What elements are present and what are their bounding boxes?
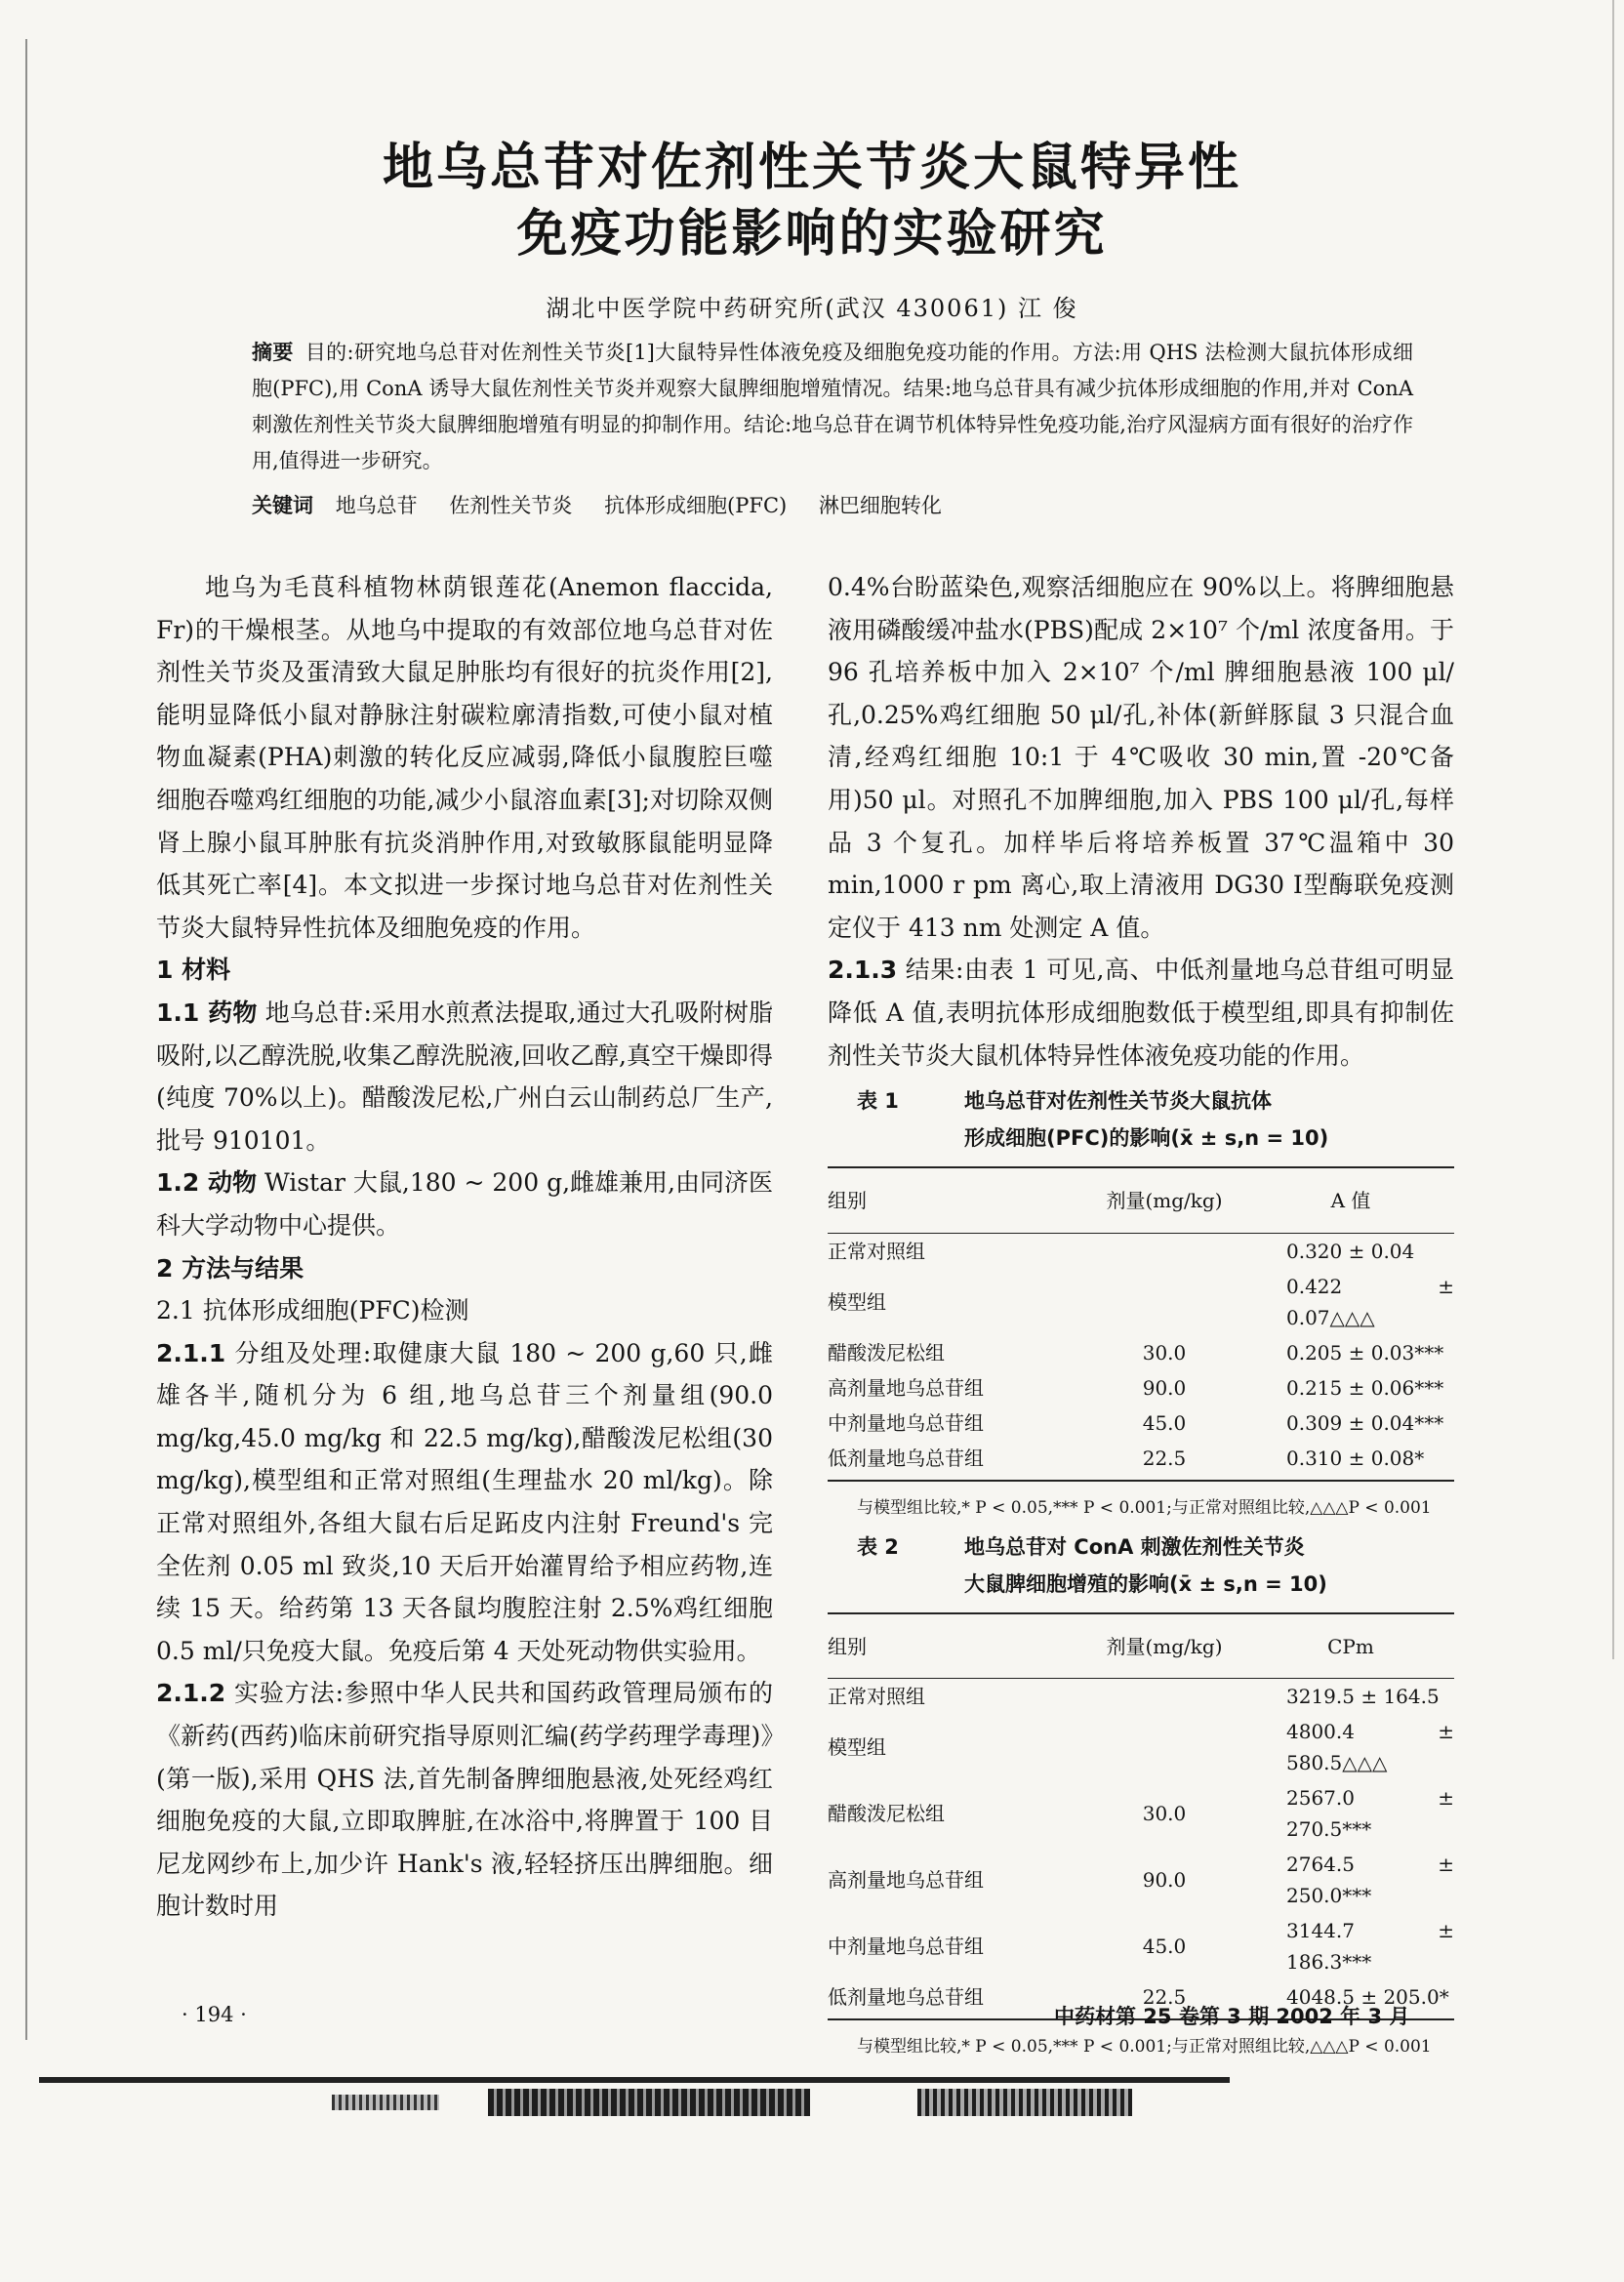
keyword: 佐剂性关节炎: [449, 494, 573, 517]
section-heading-materials: 1 材料: [156, 956, 231, 985]
table1-number: 表 1: [857, 1089, 899, 1114]
table-cell: 中剂量地乌总苷组: [828, 1410, 984, 1435]
table-cell: 0.320 ± 0.04: [1286, 1239, 1415, 1263]
table2: [828, 1612, 1454, 2021]
table-cell: 0.205 ± 0.03***: [1286, 1340, 1444, 1365]
table-cell: 30.0: [1142, 1802, 1187, 1826]
table-cell: 高剂量地乌总苷组: [828, 1868, 984, 1893]
abstract: [252, 335, 1413, 479]
section-2-1-1: [156, 1332, 773, 1673]
table-cell: 3144.7 ± 186.3***: [1286, 1919, 1454, 1975]
table-row: [828, 1370, 1454, 1406]
section-2-1-3-text: 结果:由表 1 可见,高、中低剂量地乌总苷组可明显降低 A 值,表明抗体形成细胞数低于模型组,即具有抑制佐剂性关节炎大鼠机体特异性体液免疫功能的作用。: [828, 956, 1454, 1070]
keyword: 抗体形成细胞(PFC): [604, 494, 788, 517]
table-cell: 0.215 ± 0.06***: [1286, 1375, 1444, 1400]
section-2-1-3-label: 2.1.3: [828, 956, 898, 985]
table-cell: 30.0: [1142, 1340, 1187, 1365]
table-cell: 0.310 ± 0.08*: [1247, 1441, 1454, 1481]
table-header: 组别: [828, 1613, 1081, 1679]
table2-caption-line2: 大鼠脾细胞增殖的影响(x̄ ± s,n = 10): [964, 1571, 1327, 1596]
table-header: 剂量(mg/kg): [1081, 1167, 1247, 1233]
table-cell: 22.5: [1081, 1979, 1247, 2019]
table-row: [828, 1847, 1454, 1913]
table-header: CPm: [1247, 1613, 1454, 1679]
table-cell: 4048.5 ± 205.0*: [1247, 1979, 1454, 2019]
table-cell: 正常对照组: [828, 1239, 925, 1263]
table-cell: 醋酸泼尼松组: [828, 1802, 945, 1826]
section-1-1-text: 地乌总苷:采用水煎煮法提取,通过大孔吸附树脂吸附,以乙醇洗脱,收集乙醇洗脱液,回收乙醇,真空干燥即得(纯度 70%以上)。醋酸泼尼松,广州白云山制药总厂生产,批号 910101。: [156, 998, 773, 1155]
table-cell: 模型组: [828, 1735, 886, 1760]
table-header: 组别: [828, 1167, 1081, 1233]
table-header: 剂量(mg/kg): [1081, 1613, 1247, 1679]
table-row: [828, 1269, 1454, 1335]
table-row: [828, 1679, 1454, 1715]
scan-artifact-noise: [332, 2095, 439, 2110]
section-1-1-label: 1.1 药物: [156, 998, 258, 1027]
table-cell: 0.309 ± 0.04***: [1286, 1410, 1444, 1435]
table2-note: 与模型组比较,* P < 0.05,*** P < 0.001;与正常对照组比较,△△△P < 0.001: [857, 2037, 1432, 2058]
section-2-1-2-text: 实验方法:参照中华人民共和国药政管理局颁布的《新药(西药)临床前研究指导原则汇编(药学药理学毒理)》(第一版),采用 QHS 法,首先制备脾细胞悬液,处死经鸡红细胞免疫的大鼠,立即取脾脏,在冰浴中,将脾置于 100 目尼龙网纱布上,加少许 Hank's 液,轻轻挤压出脾细胞。细胞计数时用: [156, 1679, 773, 1921]
table-row: [828, 1233, 1454, 1269]
table-cell: 2567.0 ± 270.5***: [1286, 1786, 1454, 1842]
table1-caption: [828, 1082, 1454, 1157]
table-cell: 高剂量地乌总苷组: [828, 1375, 984, 1400]
table1-caption-line2: 形成细胞(PFC)的影响(x̄ ± s,n = 10): [964, 1126, 1329, 1151]
table-row: [828, 1714, 1454, 1780]
table-cell: [1081, 1679, 1247, 1715]
table-cell: 醋酸泼尼松组: [828, 1340, 945, 1365]
table-cell: [1081, 1269, 1247, 1335]
table-cell: 90.0: [1142, 1375, 1187, 1400]
table-cell: 0.422 ± 0.07△△△: [1286, 1274, 1454, 1329]
section-1-2-text: Wistar 大鼠,180 ~ 200 g,雌雄兼用,由同济医科大学动物中心提供。: [156, 1168, 773, 1240]
table-cell: 4800.4 ± 580.5△△△: [1286, 1720, 1454, 1775]
abstract-label: 摘要: [252, 341, 294, 364]
section-2-1-3: [828, 949, 1454, 1077]
table-cell: 正常对照组: [828, 1685, 925, 1709]
scan-artifact-noise: [917, 2089, 1132, 2116]
table-cell: 2764.5 ± 250.0***: [1286, 1853, 1454, 1908]
keyword: 淋巴细胞转化: [818, 494, 942, 517]
paper-title-line2: 免疫功能影响的实验研究: [516, 205, 1108, 264]
right-column: [828, 566, 1454, 2065]
table-cell: 3219.5 ± 164.5: [1286, 1685, 1440, 1709]
table2-number: 表 2: [857, 1534, 899, 1559]
table1: [828, 1166, 1454, 1482]
keywords: [252, 490, 1413, 519]
abstract-text: 目的:研究地乌总苷对佐剂性关节炎[1]大鼠特异性体液免疫及细胞免疫功能的作用。方法:用 QHS 法检测大鼠抗体形成细胞(PFC),用 ConA 诱导大鼠佐剂性关节炎并观察大鼠脾细胞增殖情况。结果:地乌总苷具有减少抗体形成细胞的作用,并对 ConA 刺激佐剂性关节炎大鼠脾细胞增殖有明显的抑制作用。结论:地乌总苷在调节机体特异性免疫功能,治疗风湿病方面有很好的治疗作用,值得进一步研究。: [252, 341, 1413, 472]
section-2-1: 2.1 抗体形成细胞(PFC)检测: [156, 1296, 469, 1325]
table2-caption: [828, 1528, 1454, 1603]
section-1-2: [156, 1161, 773, 1246]
method-continuation: 0.4%台盼蓝染色,观察活细胞应在 90%以上。将脾细胞悬液用磷酸缓冲盐水(PBS)配成 2×10⁷ 个/ml 浓度备用。于 96 孔培养板中加入 2×10⁷ 个/ml 脾细胞悬液 100 μl/孔,0.25%鸡红细胞 50 μl/孔,补体(新鲜豚鼠 3 只混合血清,经鸡红细胞 10:1 于 4℃吸收 30 min,置 -20℃备用)50 μl。对照孔不加脾细胞,加入 PBS 100 μl/孔,每样品 3 个复孔。加样毕后将培养板置 37℃温箱中 30 min,1000 r pm 离心,取上清液用 DG30 Ⅰ型酶联免疫测定仪于 413 nm 处测定 A 值。: [828, 573, 1454, 942]
table2-caption-line1: 地乌总苷对 ConA 刺激佐剂性关节炎: [964, 1534, 1305, 1559]
table-cell: 45.0: [1142, 1410, 1187, 1435]
table-cell: 低剂量地乌总苷组: [828, 1979, 1081, 2019]
paper-title-line1: 地乌总苷对佐剂性关节炎大鼠特异性: [382, 139, 1241, 197]
table1-caption-line1: 地乌总苷对佐剂性关节炎大鼠抗体: [964, 1089, 1272, 1114]
table-cell: [1081, 1233, 1247, 1269]
section-2-1-2: [156, 1672, 773, 1928]
section-heading-methods: 2 方法与结果: [156, 1253, 304, 1283]
table-header: A 值: [1247, 1167, 1454, 1233]
affiliation: 湖北中医学院中药研究所(武汉 430061) 江 俊: [546, 295, 1078, 322]
scan-artifact-line: [39, 2077, 1230, 2083]
table-row: [828, 1335, 1454, 1370]
table-cell: 45.0: [1142, 1935, 1187, 1959]
table-cell: 低剂量地乌总苷组: [828, 1441, 1081, 1481]
table1-note: 与模型组比较,* P < 0.05,*** P < 0.001;与正常对照组比较,△△△P < 0.001: [857, 1497, 1432, 1518]
section-2-1-2-label: 2.1.2: [156, 1679, 226, 1708]
section-1-1: [156, 992, 773, 1161]
section-2-1-1-label: 2.1.1: [156, 1338, 226, 1367]
table-row: [828, 1441, 1454, 1481]
table-cell: 中剂量地乌总苷组: [828, 1935, 984, 1959]
table-row: [828, 1780, 1454, 1847]
keyword: 地乌总苷: [335, 494, 418, 517]
journal-footer: 中药材第 25 卷第 3 期 2002 年 3 月: [1054, 2005, 1410, 2028]
keywords-label: 关键词: [252, 494, 313, 517]
table-cell: 90.0: [1142, 1868, 1187, 1893]
table-row: [828, 1913, 1454, 1979]
table-row: [828, 1406, 1454, 1441]
page-number: · 194 ·: [182, 2003, 247, 2026]
left-column: [156, 566, 773, 1928]
scan-artifact-noise: [488, 2089, 810, 2116]
table-cell: 模型组: [828, 1289, 886, 1314]
table-cell: [1081, 1714, 1247, 1780]
scan-edge-left: [25, 39, 27, 2040]
section-2-1-1-text: 分组及处理:取健康大鼠 180 ~ 200 g,60 只,雌雄各半,随机分为 6 组,地乌总苷三个剂量组(90.0 mg/kg,45.0 mg/kg 和 22.5 mg/kg),醋酸泼尼松组(30 mg/kg),模型组和正常对照组(生理盐水 20 ml/kg)。除正常对照组外,各组大鼠右后足跖皮内注射 Freund's 完全佐剂 0.05 ml 致炎,10 天后开始灌胃给予相应药物,连续 15 天。给药第 13 天各鼠均腹腔注射 2.5%鸡红细胞 0.5 ml/只免疫大鼠。免疫后第 4 天处死动物供实验用。: [156, 1338, 773, 1665]
table-cell: 22.5: [1081, 1441, 1247, 1481]
intro-paragraph: 地乌为毛茛科植物林荫银莲花(Anemon flaccida, Fr)的干燥根茎。从地乌中提取的有效部位地乌总苷对佐剂性关节炎及蛋清致大鼠足肿胀均有很好的抗炎作用[2],能明显降低小鼠对静脉注射碳粒廓清指数,可使小鼠对植物血凝素(PHA)刺激的转化反应减弱,降低小鼠腹腔巨噬细胞吞噬鸡红细胞的功能,减少小鼠溶血素[3];对切除双侧肾上腺小鼠耳肿胀有抗炎消肿作用,对致敏豚鼠能明显降低其死亡率[4]。本文拟进一步探讨地乌总苷对佐剂性关节炎大鼠特异性抗体及细胞免疫的作用。: [156, 573, 773, 942]
section-1-2-label: 1.2 动物: [156, 1168, 257, 1198]
